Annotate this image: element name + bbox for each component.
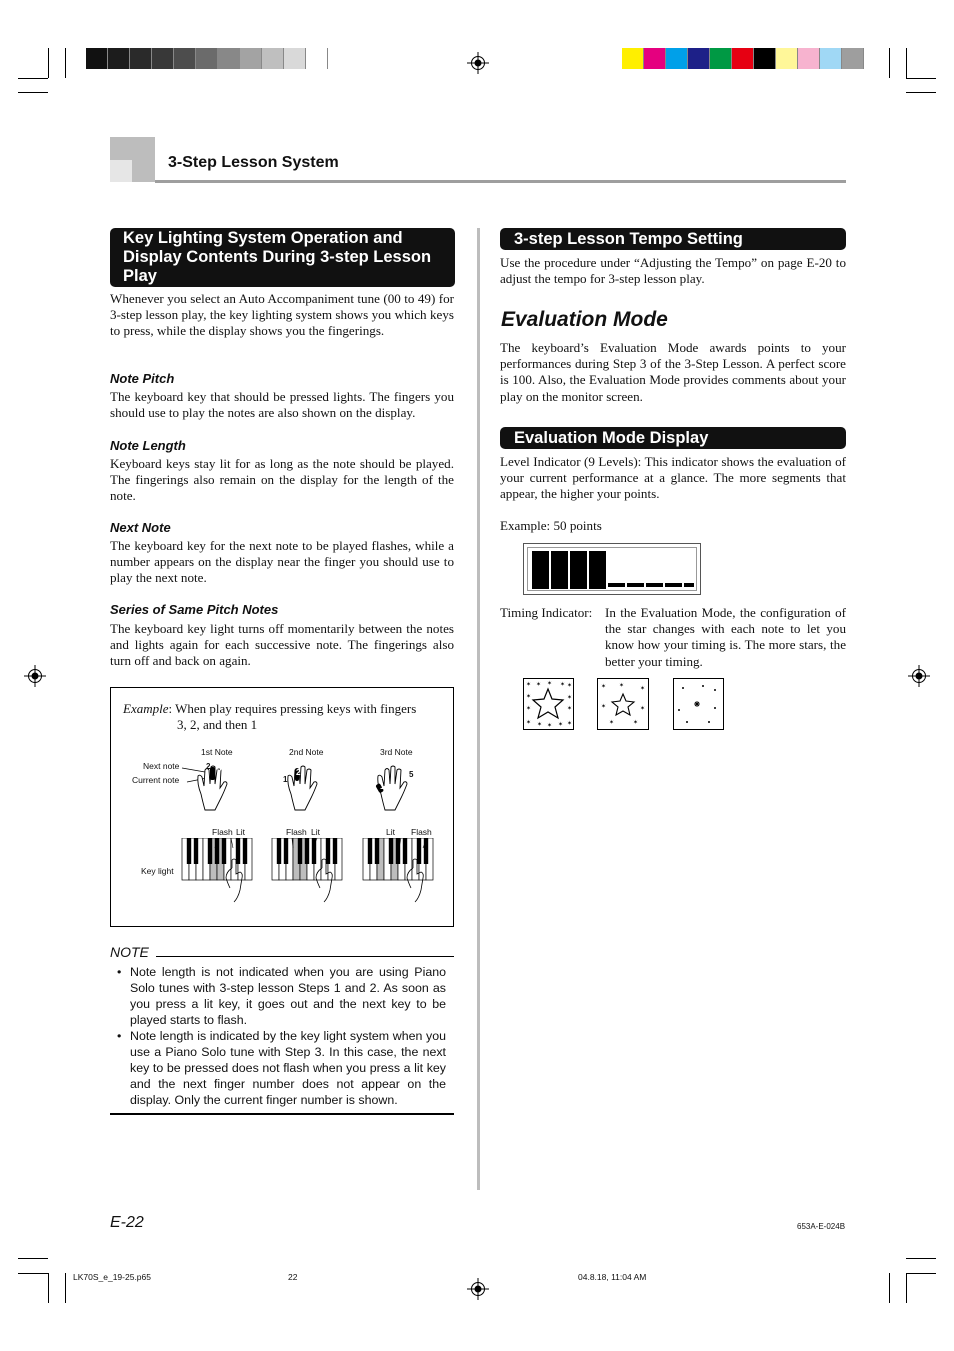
note-rule-bottom (110, 1113, 454, 1115)
timing-indicator-text: In the Evaluation Mode, the configuration of the star changes with each note to let you know how your timing is. The more stars, the better your timing. (605, 605, 846, 669)
registration-mark-icon (467, 1278, 489, 1300)
section-title: 3-Step Lesson System (168, 154, 339, 171)
note-length-heading: Note Length (110, 438, 186, 453)
svg-text:✶: ✶ (567, 705, 573, 712)
color-swatch (622, 48, 644, 69)
example-label: Example (123, 701, 169, 716)
color-swatch (306, 48, 328, 69)
registration-mark-icon (908, 665, 930, 687)
level-segment-unlit (665, 583, 682, 587)
finger-number-2b: 2 (296, 768, 301, 777)
keyboard-diagram (363, 838, 433, 902)
finger-number-1a: 2 (206, 762, 211, 771)
svg-text:✶: ✶ (537, 721, 543, 728)
key-light-label: Key light (141, 866, 174, 876)
next-note-heading: Next Note (110, 520, 171, 535)
color-swatch (732, 48, 754, 69)
header-tab-inner (110, 160, 132, 182)
lit-label-2: Lit (311, 827, 320, 837)
header-rule (155, 180, 846, 183)
color-swatch (644, 48, 666, 69)
level-indicator-text: Level Indicator (9 Levels): This indicator shows the evaluation of your current performance at a glance. The more segments that appear, the higher your points. (500, 454, 846, 502)
keyboard-diagrams (179, 838, 455, 918)
svg-text:✶: ✶ (526, 705, 532, 712)
finger-number-2a: 1 (283, 775, 288, 784)
hand-diagram-3 (351, 758, 421, 818)
color-swatch (152, 48, 174, 69)
note-label-1: 1st Note (201, 747, 233, 757)
color-swatch (240, 48, 262, 69)
svg-text:✶: ✶ (567, 694, 573, 701)
level-indicator-display (523, 543, 701, 595)
finger-number-1b: 3 (217, 764, 222, 773)
lit-label-3: Lit (386, 827, 395, 837)
svg-text:✶: ✶ (526, 693, 532, 700)
color-swatch (710, 48, 732, 69)
color-swatch (842, 48, 864, 69)
svg-text:✶: ✶ (601, 683, 607, 690)
document-code: 653A-E-024B (797, 1222, 846, 1231)
hand-diagram-2 (261, 758, 331, 818)
svg-text:✶: ✶ (560, 681, 566, 688)
flash-label-3: Flash (411, 827, 432, 837)
next-note-text: The keyboard key for the next note to be played flashes, while a number appears on the display near the finger you should use to play the next note. (110, 538, 454, 586)
level-segment-lit (551, 551, 568, 589)
level-segment-unlit (627, 583, 644, 587)
same-pitch-heading: Series of Same Pitch Notes (110, 602, 279, 617)
level-indicator-inner (527, 547, 697, 591)
color-swatch (86, 48, 108, 69)
star-display-low (673, 678, 724, 730)
note-length-text: Keyboard keys stay lit for as long as the note should be played. The fingerings also remain on the display for the length of the note. (110, 456, 454, 504)
finger-number-3a: 5 (409, 770, 414, 779)
evaluation-mode-text: The keyboard’s Evaluation Mode awards points to your performances during Step 3 of the 3-Step Lesson. A perfect score is 100. Also, the Evaluation Mode provides comments about your play on the monitor screen. (500, 340, 846, 404)
registration-mark-icon (467, 52, 489, 74)
level-segment-unlit (684, 583, 694, 587)
current-note-label: Current note (132, 775, 180, 785)
example-caption (123, 701, 453, 733)
svg-text:✶: ✶ (633, 719, 639, 726)
color-swatch (798, 48, 820, 69)
level-segment-unlit (646, 583, 663, 587)
keyboard-diagram (272, 838, 342, 902)
example-figure (110, 687, 454, 927)
svg-text:✶: ✶ (536, 681, 542, 688)
file-name: LK70S_e_19-25.p65 (73, 1272, 151, 1282)
tempo-text: Use the procedure under “Adjusting the Tempo” on page E-20 to adjust the tempo for 3-step lesson play. (500, 255, 846, 287)
example-caption-line2: 3, 2, and then 1 (177, 717, 258, 732)
color-swatch (820, 48, 842, 69)
color-swatch (196, 48, 218, 69)
next-note-label: Next note (143, 761, 180, 771)
level-segment-unlit (608, 583, 625, 587)
registration-mark-icon (24, 665, 46, 687)
color-swatch (262, 48, 284, 69)
intro-paragraph: Whenever you select an Auto Accompaniment tune (00 to 49) for 3-step lesson play, the key lighting system shows you which keys to press, while the display shows you the fingerings. (110, 291, 454, 339)
svg-text:✶: ✶ (609, 719, 615, 726)
finger-number-3b: 1 (380, 782, 385, 791)
note-title: NOTE (110, 944, 149, 960)
lit-label-1: Lit (236, 827, 245, 837)
timing-indicator-label: Timing Indicator: (500, 605, 593, 620)
note-label-2: 2nd Note (289, 747, 324, 757)
note-item: • Note length is not indicated when you are using Piano Solo tunes with 3-step lesson Steps 1 and 2. As soon as you press a lit key, it goes out and the next key to be played starts to flash. (110, 964, 446, 1028)
keyboard-diagram (182, 838, 252, 902)
level-segment-lit (532, 551, 549, 589)
color-swatch (130, 48, 152, 69)
color-swatch (108, 48, 130, 69)
page-number: E-22 (110, 1214, 144, 1231)
svg-text:✶: ✶ (547, 680, 553, 687)
level-segment-lit (570, 551, 587, 589)
level-segment-lit (589, 551, 606, 589)
color-swatch (754, 48, 776, 69)
print-date: 04.8.18, 11:04 AM (578, 1272, 647, 1282)
evaluation-display-banner: Evaluation Mode Display (500, 427, 846, 449)
svg-text:✶: ✶ (640, 705, 646, 712)
svg-text:✶: ✶ (619, 682, 625, 689)
example-points-label: Example: 50 points (500, 518, 602, 533)
note-item: • Note length is indicated by the key light system when you use a Piano Solo tune with Step 3. In this case, the next key to be pressed does not flash when you press a lit key and the next finger number does not appear on the display. Only the current finger number is shown. (110, 1028, 446, 1108)
footer-page-num: 22 (288, 1272, 298, 1282)
svg-text:✶: ✶ (640, 685, 646, 692)
star-display-full (523, 678, 574, 730)
color-swatch (666, 48, 688, 69)
color-bar (622, 48, 864, 69)
svg-text:✶: ✶ (526, 681, 532, 688)
note-rule-top (156, 956, 454, 957)
evaluation-mode-title: Evaluation Mode (501, 308, 668, 331)
svg-text:✶: ✶ (547, 722, 553, 729)
color-swatch (688, 48, 710, 69)
color-swatch (776, 48, 798, 69)
flash-label-2: Flash (286, 827, 307, 837)
color-swatch (218, 48, 240, 69)
tempo-banner: 3-step Lesson Tempo Setting (500, 228, 846, 250)
flash-label-1: Flash (212, 827, 233, 837)
key-lighting-banner: Key Lighting System Operation and Display Contents During 3-step Lesson Play (110, 228, 455, 287)
level-segments (530, 549, 694, 590)
column-divider (477, 228, 480, 1190)
svg-text:✶: ✶ (601, 703, 607, 710)
note-pitch-text: The keyboard key that should be pressed lights. The fingers you should use to play the notes are also shown on the display. (110, 389, 454, 421)
note-pitch-heading: Note Pitch (110, 371, 175, 386)
svg-text:✶: ✶ (558, 721, 564, 728)
svg-text:✶: ✶ (526, 719, 532, 726)
same-pitch-text: The keyboard key light turns off momentarily between the notes and lights again for each successive note. The fingerings also turn off and back on again. (110, 621, 454, 669)
color-swatch (284, 48, 306, 69)
color-swatch (174, 48, 196, 69)
svg-text:✶: ✶ (567, 720, 573, 727)
grayscale-bar (86, 48, 328, 69)
example-caption-line1: : When play requires pressing keys with fingers (168, 701, 417, 716)
note-label-3: 3rd Note (380, 747, 413, 757)
star-display-medium (597, 678, 649, 730)
note-list (110, 964, 446, 1108)
svg-text:✶: ✶ (567, 682, 573, 689)
